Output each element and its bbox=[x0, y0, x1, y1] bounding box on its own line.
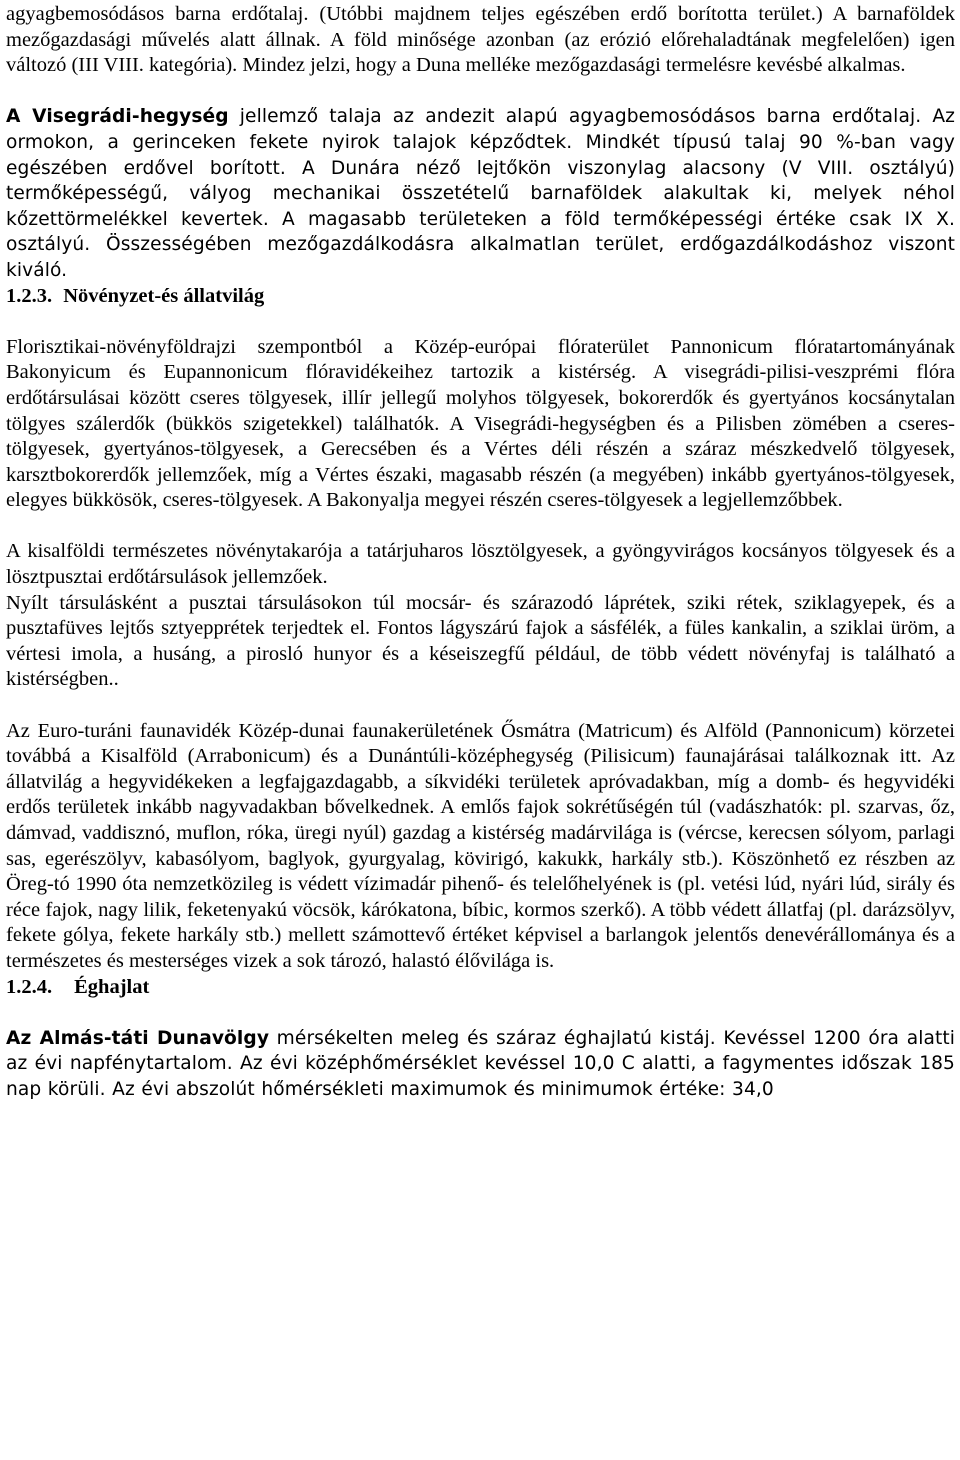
paragraph-text: A kisalföldi természetes növénytakarója a tatárjuharos lösztölgyesek, a gyöngyvirágos kocsányos tölgyesek és a lösztpusztai erdőtársulások jellemzőek. bbox=[6, 540, 955, 589]
section-heading-1-2-4 bbox=[6, 975, 955, 1001]
paragraph-text: Az Euro-turáni faunavidék Közép-dunai faunakerületének Ősmátra (Matricum) és Alföld (Pannonicum) körzetei továbbá a Kisalföld (Arrabonicum) és a Dunántúli-középhegység (Pilisicum) faunajárásai találkoznak itt. Az állatvilág a hegyvidékeken a legfajgazdagabb, a síkvidéki területek apróvadakban, míg a domb- és hegyvidéki erdős területek inkább nagyvadakban bővelkednek. A emlős fajok sokrétűségén túl (vadászhatók: pl. szarvas, őz, dámvad, vaddisznó, muflon, róka, üregi nyúl) gazdag a kistérség madárvilága is (vércse, kerecsen sólyom, parlagi sas, egerészölyv, kabasólyom, baglyok, gyurgyalag, kövirigó, kakukk, harkály stb.). Köszönhető ez részben az Öreg-tó 1990 óta nemzetközileg is védett vízimadár pihenő- és telelőhelyének is (pl. vetési lúd, nyári lúd, sirály és réce fajok, nagy lilik, feketenyakú vöcsök, kárókatona, bíbic, kormos szerkő). A több védett állatfaj (pl. darázsölyv, fekete gólya, fekete harkály stb.) mellett számottevő értéket képvisel a barlangok jelentős denevérállománya és a természetes és mesterséges vizek a sok tározó, halastó élővilága is. bbox=[6, 719, 955, 972]
paragraph-visegrad-soil bbox=[6, 104, 955, 283]
section-title: Növényzet-és állatvilág bbox=[63, 284, 265, 307]
section-title: Éghajlat bbox=[74, 975, 150, 998]
paragraph-open-associations bbox=[6, 591, 955, 693]
bold-term: A Visegrádi-hegység bbox=[6, 106, 229, 128]
paragraph-text: Nyílt társulásként a pusztai társulásokon túl mocsár- és szárazodó láprétek, sziki rétek, sziklagyepek, és a pusztafüves lejtős sztyepprétek terjedtek el. Fontos lágyszárú fajok a sásfélék, a füles kankalin, a sziklai üröm, a vértesi imola, a husáng, a pirosló hunyor és a késeiszegfű például, de több védett növényfaj is található a kistérségben.. bbox=[6, 591, 955, 691]
paragraph-soil-quality bbox=[6, 2, 955, 79]
paragraph-kisalfold bbox=[6, 539, 955, 590]
paragraph-text: mérsékelten meleg és száraz éghajlatú kistáj. Kevéssel 1200 óra alatti az évi napfénytartalom. Az évi középhőmérséklet kevéssel 10,0 C alatti, a fagymentes időszak 185 nap körüli. Az évi abszolút hőmérsékleti maximumok és minimumok értéke: 34,0 bbox=[6, 1027, 955, 1100]
paragraph-fauna bbox=[6, 719, 955, 975]
section-number: 1.2.3. bbox=[6, 284, 53, 307]
paragraph-floristic bbox=[6, 335, 955, 514]
paragraph-climate bbox=[6, 1026, 955, 1103]
paragraph-text: jellemző talaja az andezit alapú agyagbemosódásos barna erdőtalaj. Az ormokon, a gerinceken fekete nyirok talajok képződtek. Mindkét típusú talaj 90 %-ban vagy egészében erdővel borított. A Dunára néző lejtőkön viszonylag alacsony (V VIII. osztályú) termőképességű, vályog mechanikai összetételű barnaföldek alakultak ki, melyek néhol kőzettörmelékkel kevertek. A magasabb területeken a föld termőképességi értéke csak IX X. osztályú. Összességében mezőgazdálkodásra alkalmatlan terület, erdőgazdálkodáshoz viszont kiváló. bbox=[6, 106, 955, 281]
paragraph-text: Florisztikai-növényföldrajzi szempontból a Közép-európai flóraterület Pannonicum flóratartományának Bakonyicum és Eupannonicum flóravidékeihez tartozik a kistérség. A visegrádi-pilisi-veszprémi flóra erdőtársulásai között cseres tölgyesek, illír jellegű molyhos tölgyesek, bokorerdők és gyertyános kocsánytalan tölgyes szálerdők (bükkös szigetekkel) találhatók. A Visegrádi-hegységben és a Pilisben zömében a cseres-tölgyesek, gyertyános-tölgyesek, a Gerecsében és a Vértes déli részén a száraz mészkedvelő tölgyesek, karsztbokorerdők jellemzőek, míg a Vértes északi, magasabb részén (a megyében) inkább gyertyános-tölgyesek, elegyes bükkösök, cseres-tölgyesek. A Bakonyalja megyei részén cseres-tölgyesek a legjellemzőbbek. bbox=[6, 335, 955, 512]
bold-term: Az Almás-táti Dunavölgy bbox=[6, 1027, 270, 1049]
paragraph-text: agyagbemosódásos barna erdőtalaj. (Utóbbi majdnem teljes egészében erdő borította terület.) A barnaföldek mezőgazdasági művelés alatt állnak. A föld minősége azonban (az erózió előrehaladtának megfelelően) igen változó (III VIII. kategória). Mindez jelzi, hogy a Duna melléke mezőgazdasági termelésre kevésbé alkalmas. bbox=[6, 3, 955, 77]
section-number: 1.2.4. bbox=[6, 975, 53, 998]
section-heading-1-2-3 bbox=[6, 284, 955, 310]
